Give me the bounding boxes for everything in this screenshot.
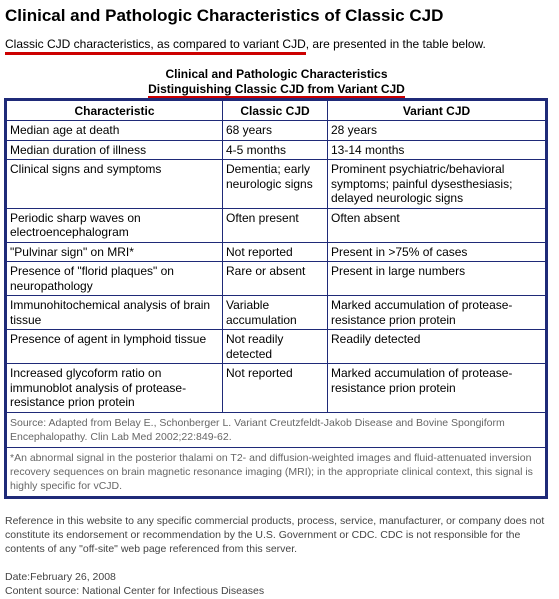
table-title: Clinical and Pathologic Characteristics bbox=[165, 67, 388, 81]
intro-link[interactable]: Classic CJD characteristics, as compared to variant CJD bbox=[5, 37, 306, 55]
page-date: Date:February 26, 2008 bbox=[5, 571, 116, 583]
footnote-row bbox=[7, 448, 545, 496]
cell-variant: Marked accumulation of protease-resistance prion protein bbox=[328, 364, 545, 412]
table-row bbox=[7, 141, 545, 160]
cell-classic: Not reported bbox=[223, 364, 327, 412]
cell-characteristic: Clinical signs and symptoms bbox=[7, 160, 222, 208]
header-variant-cjd: Variant CJD bbox=[328, 101, 545, 120]
table-row bbox=[7, 160, 545, 208]
page-title: Clinical and Pathologic Characteristics of Classic CJD bbox=[5, 6, 444, 25]
table-header-row bbox=[7, 101, 545, 120]
source-row bbox=[7, 413, 545, 447]
content-source: Content source: National Center for Infectious Diseases bbox=[5, 585, 265, 597]
cell-classic: Variable accumulation bbox=[223, 296, 327, 329]
cell-variant: Prominent psychiatric/behavioral symptoms; painful dysesthesiasis; delayed neurologic signs bbox=[328, 160, 545, 208]
table-subtitle: Distinguishing Classic CJD from Variant CJD bbox=[5, 82, 548, 96]
intro-text bbox=[5, 37, 486, 51]
cell-characteristic: Increased glycoform ratio on immunoblot analysis of protease-resistance prion protein bbox=[7, 364, 222, 412]
cell-characteristic: Presence of agent in lymphoid tissue bbox=[7, 330, 222, 363]
cell-characteristic: Median duration of illness bbox=[7, 141, 222, 160]
cell-variant: Often absent bbox=[328, 209, 545, 242]
cell-characteristic: "Pulvinar sign" on MRI* bbox=[7, 243, 222, 262]
disclaimer-text: Reference in this website to any specific commercial products, process, service, manufacturer, or company does not constitute its endorsement or recommendation by the U.S. Government or CDC. CDC is not responsible for the contents of any "off-site" web page referenced from this server. bbox=[5, 515, 545, 555]
header-characteristic: Characteristic bbox=[7, 101, 222, 120]
cell-variant: Readily detected bbox=[328, 330, 545, 363]
table-row bbox=[7, 243, 545, 262]
table-row bbox=[7, 296, 545, 329]
cell-classic: Often present bbox=[223, 209, 327, 242]
cell-variant: Present in large numbers bbox=[328, 262, 545, 295]
cell-variant: 13-14 months bbox=[328, 141, 545, 160]
table-row bbox=[7, 262, 545, 295]
cell-characteristic: Periodic sharp waves on electroencephalogram bbox=[7, 209, 222, 242]
table-row bbox=[7, 330, 545, 363]
cell-classic: 4-5 months bbox=[223, 141, 327, 160]
table-row bbox=[7, 364, 545, 412]
source-note: Source: Adapted from Belay E., Schonberger L. Variant Creutzfeldt-Jakob Disease and Bovine Spongiform Encephalopathy. Clin Lab Med 2002;22:849-62. bbox=[7, 413, 545, 447]
header-classic-cjd: Classic CJD bbox=[223, 101, 327, 120]
intro-rest: , are presented in the table below. bbox=[305, 37, 486, 51]
cell-variant: Present in >75% of cases bbox=[328, 243, 545, 262]
mri-footnote: *An abnormal signal in the posterior thalami on T2- and diffusion-weighted images and fluid-attenuated inversion recovery sequences on brain magnetic resonance imaging (MRI); in the appropriate clinical context, this signal is highly specific for vCJD. bbox=[7, 448, 545, 496]
cell-characteristic: Presence of "florid plaques" on neuropathology bbox=[7, 262, 222, 295]
table-row bbox=[7, 209, 545, 242]
cell-variant: Marked accumulation of protease-resistance prion protein bbox=[328, 296, 545, 329]
cell-characteristic: Median age at death bbox=[7, 121, 222, 140]
cell-classic: Dementia; early neurologic signs bbox=[223, 160, 327, 208]
cell-classic: 68 years bbox=[223, 121, 327, 140]
cell-variant: 28 years bbox=[328, 121, 545, 140]
cell-characteristic: Immunohitochemical analysis of brain tissue bbox=[7, 296, 222, 329]
cell-classic: Not readily detected bbox=[223, 330, 327, 363]
cjd-comparison-table bbox=[4, 98, 548, 499]
table-row bbox=[7, 121, 545, 140]
cell-classic: Rare or absent bbox=[223, 262, 327, 295]
cell-classic: Not reported bbox=[223, 243, 327, 262]
